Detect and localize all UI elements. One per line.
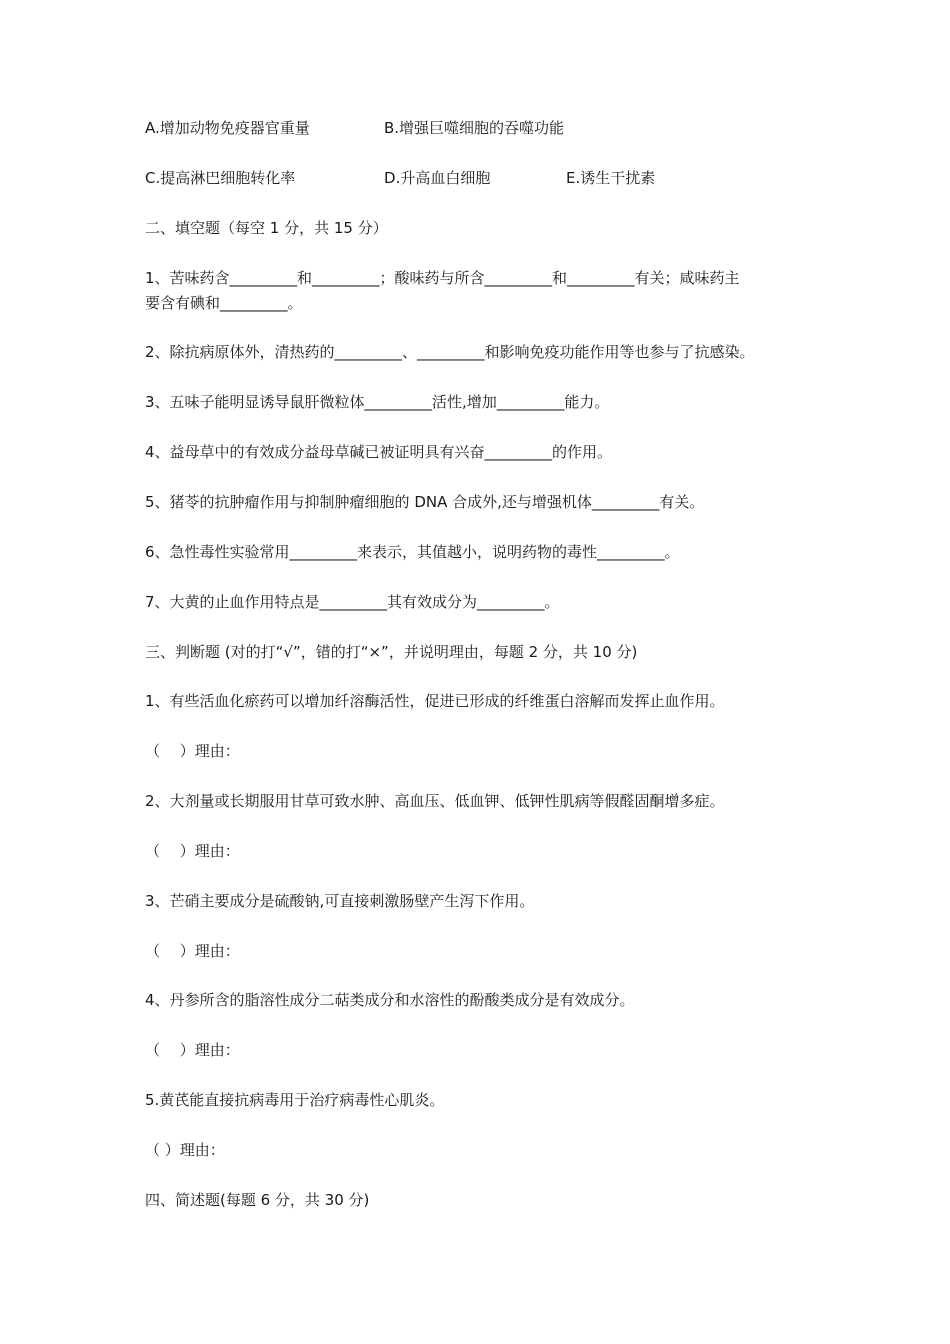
option-e: E.诱生干扰素 xyxy=(566,169,656,187)
section-heading-short-answer: 四、简述题(每题 6 分，共 30 分) xyxy=(145,1191,370,1209)
true-false-question-4: 4、丹参所含的脂溶性成分二萜类成分和水溶性的酚酸类成分是有效成分。 xyxy=(145,991,635,1009)
true-false-question-3: 3、芒硝主要成分是硫酸钠,可直接刺激肠壁产生泻下作用。 xyxy=(145,892,535,910)
fill-blank-question-2: 2、除抗病原体外，清热药的_________、_________和影响免疫功能作用等也参与了抗感染。 xyxy=(145,343,755,361)
true-false-answer-5: （ ）理由： xyxy=(145,1141,225,1159)
option-a: A.增加动物免疫器官重量 xyxy=(145,119,310,137)
fill-blank-question-5: 5、猪苓的抗肿瘤作用与抑制肿瘤细胞的 DNA 合成外,还与增强机体_________有关。 xyxy=(145,493,705,511)
true-false-answer-1: （ ）理由： xyxy=(145,742,240,760)
true-false-question-5: 5.黄芪能直接抗病毒用于治疗病毒性心肌炎。 xyxy=(145,1091,445,1109)
section-heading-fill-blank: 二、填空题（每空 1 分，共 15 分） xyxy=(145,219,388,237)
fill-blank-question-3: 3、五味子能明显诱导鼠肝微粒体_________活性,增加_________能力。 xyxy=(145,393,610,411)
true-false-question-1: 1、有些活血化瘀药可以增加纤溶酶活性，促进已形成的纤维蛋白溶解而发挥止血作用。 xyxy=(145,692,725,710)
fill-blank-question-4: 4、益母草中的有效成分益母草碱已被证明具有兴奋_________的作用。 xyxy=(145,443,613,461)
true-false-answer-2: （ ）理由： xyxy=(145,842,240,860)
true-false-answer-4: （ ）理由： xyxy=(145,1041,240,1059)
true-false-answer-3: （ ）理由： xyxy=(145,942,240,960)
fill-blank-question-7: 7、大黄的止血作用特点是_________其有效成分为_________。 xyxy=(145,593,560,611)
option-c: C.提高淋巴细胞转化率 xyxy=(145,169,296,187)
fill-blank-question-6: 6、急性毒性实验常用_________来表示，其值越小，说明药物的毒性_________。 xyxy=(145,543,680,561)
option-b: B.增强巨噬细胞的吞噬功能 xyxy=(384,119,565,137)
option-d: D.升高血白细胞 xyxy=(384,169,491,187)
fill-blank-question-1-line1: 1、苦味药含_________和_________；酸味药与所含_________和_________有关；咸味药主 xyxy=(145,269,740,287)
fill-blank-question-1-line2: 要含有碘和_________。 xyxy=(145,294,303,312)
section-heading-true-false: 三、判断题 (对的打“√”，错的打“×”，并说明理由，每题 2 分，共 10 分) xyxy=(145,643,638,661)
true-false-question-2: 2、大剂量或长期服用甘草可致水肿、高血压、低血钾、低钾性肌病等假醛固酮增多症。 xyxy=(145,792,725,810)
